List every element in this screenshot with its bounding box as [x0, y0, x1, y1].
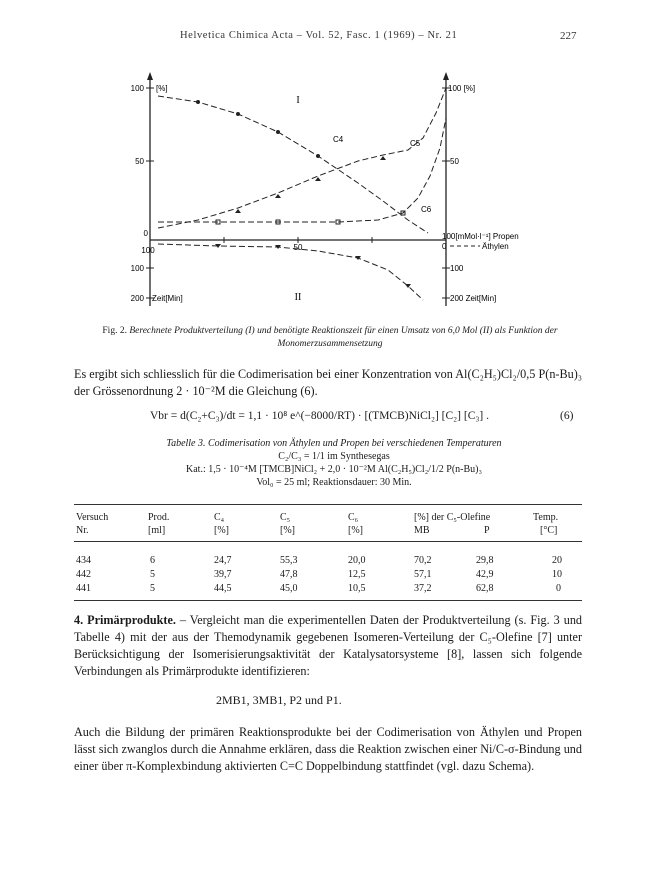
tick-50: 50	[135, 157, 144, 166]
cell: 5	[150, 569, 155, 580]
table-title-line-1: Tabelle 3. Codimerisation von Äthylen und Propen bei verschiedenen Temperaturen	[166, 438, 502, 449]
caption-lead: Fig. 2.	[102, 326, 127, 336]
table-title-line-4: Vol₀ = 25 ml; Reaktionsdauer: 30 Min.	[256, 477, 412, 488]
left-time-label: Zeit[Min]	[152, 294, 183, 303]
roman-numeral-one: I	[296, 95, 300, 106]
curve-time	[158, 244, 423, 300]
cell: 434	[76, 555, 91, 566]
header-c4: C₄	[214, 512, 225, 523]
tick-100-left-lower: 100	[130, 264, 144, 273]
paragraph-conclusion: Auch die Bildung der primären Reaktionsprodukte bei der Codimerisation von Äthylen und Propen lässt sich zwanglos durch die Annahme erklären, dass die Reaktion zwischen einer Ni/C-σ-Bindung und einer über π-Komplexbindung aktivierten C=C Doppelbindung stattfindet (vgl. dazu Schema).	[74, 725, 582, 773]
cell: 12,5	[348, 569, 366, 580]
right-tick-50: 50	[450, 157, 459, 166]
mid-axis-tick-50: 50	[293, 243, 303, 252]
label-c5: C5	[410, 139, 421, 148]
cell: 441	[76, 583, 91, 594]
cell: 44,5	[214, 583, 232, 594]
curve-c4	[158, 96, 428, 233]
cell: 10	[552, 569, 562, 580]
header-p: P	[484, 525, 490, 536]
caption-text: Berechnete Produktverteilung (I) und benötigte Reaktionszeit für einen Umsatz von 6,0 Mol (II) als Funktion der Monomerzusammensetzung	[129, 326, 558, 349]
cell: 0	[556, 583, 561, 594]
header-prod: Prod.	[148, 512, 170, 523]
roman-numeral-two: II	[294, 292, 302, 303]
tick-200: 200	[130, 294, 144, 303]
section-4-text: – Vergleicht man die experimentellen Daten der Produktverteilung (s. Fig. 3 und Tabelle 4) mit der aus der Themodynamik gegebenen Isomeren-Verteilung der C₅-Olefine [7] unter Berücksichtigung der Isomerisierungsaktivität der Katalysatorsysteme [8], lassen sich folgende Verbindungen als Primärprodukte identifizieren:	[74, 613, 583, 678]
cell: 55,3	[280, 555, 298, 566]
percent-unit-label: [%]	[156, 84, 168, 93]
cell: 37,2	[414, 583, 432, 594]
header-mb: MB	[414, 525, 430, 536]
cell: 24,7	[214, 555, 232, 566]
table-top-rule	[74, 504, 582, 505]
label-c4: C4	[333, 135, 344, 144]
cell: 6	[150, 555, 155, 566]
markers	[196, 100, 411, 288]
cell: 62,8	[476, 583, 494, 594]
right-top-label: 100 [%]	[448, 84, 476, 93]
cell: 29,8	[476, 555, 494, 566]
section-4-heading: 4. Primärprodukte.	[74, 613, 176, 627]
right-mid-label: 100[mMol·l⁻¹] Propen	[442, 232, 519, 241]
cell: 5	[150, 583, 155, 594]
label-c6: C6	[421, 205, 432, 214]
legend-zero: 0	[442, 242, 447, 251]
cell: 442	[76, 569, 91, 580]
header-temp-unit: [°C]	[540, 525, 558, 536]
header-c5: C₅	[280, 512, 291, 523]
cell: 20,0	[348, 555, 366, 566]
running-head: Helvetica Chimica Acta – Vol. 52, Fasc. 1 (1969) – Nr. 21	[180, 30, 458, 41]
right-tick-200: 200 Zeit[Min]	[450, 294, 497, 303]
curve-c6	[158, 118, 446, 222]
cell: 45,0	[280, 583, 298, 594]
header-c6: C₆	[348, 512, 359, 523]
section-4-paragraph	[74, 612, 582, 680]
cell: 42,9	[476, 569, 494, 580]
header-c4-unit: [%]	[214, 525, 229, 536]
header-c6-unit: [%]	[348, 525, 363, 536]
table-title-line-2: C₂/C₃ = 1/1 im Synthesegas	[278, 451, 390, 462]
legend-athylen: Äthylen	[482, 242, 509, 251]
table-title-line-3: Kat.: 1,5 · 10⁻⁴M [TMCB]NiCl₂ + 2,0 · 10⁻²M Al(C₂H₅)Cl₂/1/2 P(n-Bu)₃	[186, 464, 482, 475]
header-versuch: Versuch	[76, 512, 109, 523]
curve-c5	[158, 88, 446, 228]
tick-100-lower: 100	[141, 246, 155, 255]
header-c5-unit: [%]	[280, 525, 295, 536]
cell: 57,1	[414, 569, 432, 580]
equation-6: Vbr = d(C₂+C₃)/dt = 1,1 · 10⁸ e^(−8000/RT) · [(TMCB)NiCl₂] [C₂] [C₃] .	[150, 410, 489, 422]
cell: 20	[552, 555, 562, 566]
equation-number: (6)	[560, 410, 574, 422]
tick-100: 100	[130, 84, 144, 93]
table-3-title	[84, 437, 584, 489]
cell: 39,7	[214, 569, 232, 580]
header-olefine: [%] der C₅-Olefine	[414, 512, 491, 523]
right-tick-100: 100	[450, 264, 464, 273]
figure-2-chart	[118, 58, 538, 313]
tick-0: 0	[143, 229, 148, 238]
primary-products-formula: 2MB1, 3MB1, P2 und P1.	[216, 693, 342, 707]
figure-caption	[90, 325, 570, 351]
cell: 70,2	[414, 555, 432, 566]
cell: 47,8	[280, 569, 298, 580]
page-number: 227	[560, 30, 577, 42]
header-ml: [ml]	[148, 525, 166, 536]
table-header-rule	[74, 541, 582, 542]
cell: 10,5	[348, 583, 366, 594]
paragraph-intro: Es ergibt sich schliesslich für die Codimerisation bei einer Konzentration von Al(C₂H₅)Cl₂/0,5 P(n-Bu)₃ der Grössenordnung 2 · 10⁻²M die Gleichung (6).	[74, 367, 582, 398]
table-bottom-rule	[74, 600, 582, 601]
header-temp: Temp.	[533, 512, 559, 523]
header-nr: Nr.	[76, 525, 89, 536]
